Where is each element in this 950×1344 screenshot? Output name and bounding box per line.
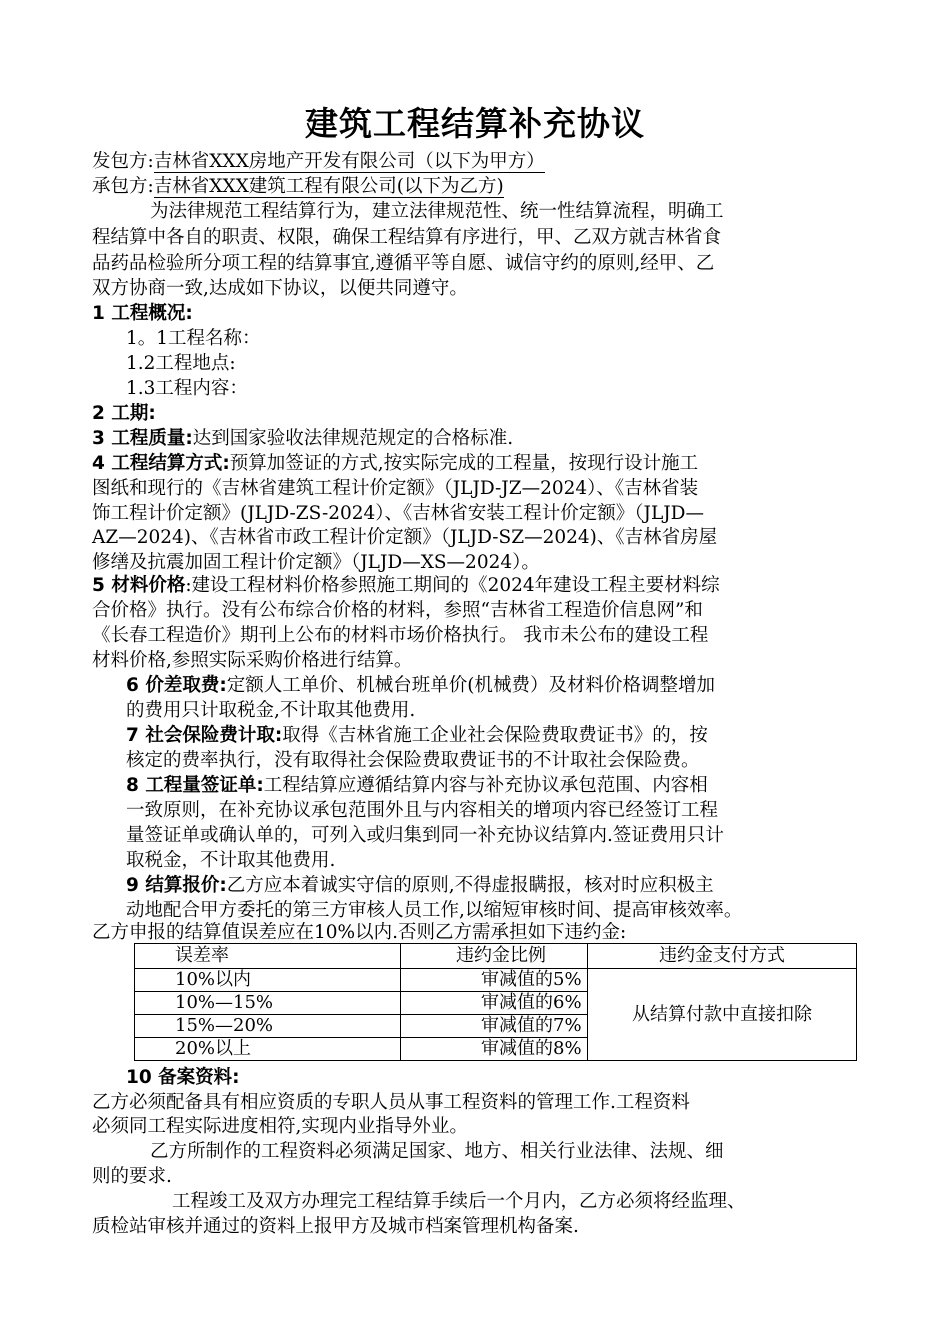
section-heading: 7 社会保险费计取: [126,725,283,746]
list-item: 1.2工程地点: [126,353,236,374]
section-text: 取得《吉林省施工企业社会保险费取费证书》的，按 [282,725,708,746]
party-a-value: 吉林省XXX房地产开发有限公司（以下为甲方） [153,151,545,172]
paragraph-line: 饰工程计价定额》(JLJD-ZS-2024）、《吉林省安装工程计价定额》（JLJD— [92,503,705,524]
table-header: 违约金比例 [401,944,588,969]
paragraph-line: 《长春工程造价》期刊上公布的材料市场价格执行。 我市未公布的建设工程 [92,625,709,646]
section-heading: 5 材料价格 [92,575,186,596]
paragraph-line: 材料价格,参照实际采购价格进行结算。 [92,650,413,671]
penalty-table [134,943,857,1061]
section-text: 定额人工单价、机械台班单价(机械费）及材料价格调整增加 [226,675,715,696]
section-3 [92,427,862,451]
table-header-row [135,944,857,969]
table-cell: 10%以内 [135,969,401,992]
paragraph-line: 乙方必须配备具有相应资质的专职人员从事工程资料的管理工作.工程资料 [92,1092,690,1113]
paragraph-line: 则的要求. [92,1166,172,1187]
section-6 [126,674,896,698]
paragraph-line: 量签证单或确认单的，可列入或归集到同一补充协议结算内.签证费用只计 [126,825,724,846]
table-cell: 审减值的8% [401,1038,588,1061]
list-item: 1.3工程内容： [126,378,248,399]
payment-method-text: 从结算付款中直接扣除 [632,1003,812,1025]
paragraph-line: AZ—2024)、《吉林省市政工程计价定额》（JLJD-SZ—2024)、《吉林省房屋 [92,527,718,548]
section-text: 乙方应本着诚实守信的原则,不得虚报瞒报，核对时应积极主 [226,875,714,896]
section-heading: 3 工程质量: [92,428,193,449]
intro-line: 程结算中各自的职责、权限，确保工程结算有序进行，甲、乙双方就吉林省食 [92,227,722,248]
paragraph-line: 一致原则，在补充协议承包范围外且与内容相关的增项内容已经签订工程 [126,800,719,821]
table-cell: 15%—20% [135,1015,401,1038]
section-text: 工程结算应遵循结算内容与补充协议承包范围、内容相 [263,775,708,796]
table-cell: 10%—15% [135,992,401,1015]
table-header: 误差率 [135,944,401,969]
paragraph-line: 核定的费率执行，没有取得社会保险费取费证书的不计取社会保险费。 [126,750,700,771]
party-b-label: 承包方: [92,176,154,197]
section-text: 达到国家验收法律规范规定的合格标准. [192,428,514,449]
payment-method-cell [588,969,857,1061]
table-row [135,969,857,992]
intro-line: 双方协商一致,达成如下协议，以便共同遵守。 [92,278,468,299]
paragraph-line: 合价格》执行。没有公布综合价格的材料，参照“吉林省工程造价信息网”和 [92,600,703,621]
section-text: 预算加签证的方式,按实际完成的工程量，按现行设计施工 [229,453,699,474]
table-cell: 审减值的6% [401,992,588,1015]
section-heading: 6 价差取费: [126,675,227,696]
section-4 [92,452,862,476]
section-9 [126,874,896,898]
paragraph-line: 图纸和现行的《吉林省建筑工程计价定额》（JLJD-JZ—2024）、《吉林省装 [92,478,699,499]
paragraph-line: 取税金，不计取其他费用. [126,850,336,871]
section-heading: 9 结算报价: [126,875,227,896]
paragraph-line: 乙方所制作的工程资料必须满足国家、地方、相关行业法律、法规、细 [150,1141,724,1162]
table-cell: 审减值的7% [401,1015,588,1038]
section-text: :建设工程材料价格参照施工期间的《2024年建设工程主要材料综 [185,575,720,596]
section-heading: 2 工期: [92,403,156,424]
table-cell: 20%以上 [135,1038,401,1061]
party-a-line [92,150,862,174]
section-heading: 10 备案资料: [126,1067,240,1088]
paragraph-line: 的费用只计取税金,不计取其他费用. [126,700,416,721]
party-a-label: 发包方: [92,151,154,172]
paragraph-line: 质检站审核并通过的资料上报甲方及城市档案管理机构备案. [92,1216,579,1237]
section-7 [126,724,896,748]
section-heading: 8 工程量签证单: [126,775,264,796]
intro-line: 品药品检验所分项工程的结算事宜,遵循平等自愿、诚信守约的原则,经甲、乙 [92,253,715,274]
paragraph-line: 乙方申报的结算值误差应在10%以内.否则乙方需承担如下违约金: [92,922,627,943]
party-b-line [92,175,862,199]
paragraph-line: 工程竣工及双方办理完工程结算手续后一个月内，乙方必须将经监理、 [172,1191,746,1212]
paragraph-line: 修缮及抗震加固工程计价定额》（JLJD—XS—2024）。 [92,552,540,573]
list-item: 1。1工程名称： [126,328,261,349]
section-8 [126,774,896,798]
paragraph-line: 必须同工程实际进度相符,实现内业指导外业。 [92,1116,468,1137]
section-5 [92,574,862,598]
section-heading: 4 工程结算方式: [92,453,230,474]
section-heading: 1 工程概况: [92,303,193,324]
table-cell: 审减值的5% [401,969,588,992]
table-header: 违约金支付方式 [588,944,857,969]
paragraph-line: 动地配合甲方委托的第三方审核人员工作,以缩短审核时间、提高审核效率。 [126,900,743,921]
party-b-value: 吉林省XXX建筑工程有限公司(以下为乙方) [153,176,504,197]
document-title: 建筑工程结算补充协议 [305,104,645,143]
intro-line: 为法律规范工程结算行为，建立法律规范性、统一性结算流程，明确工 [150,201,724,222]
